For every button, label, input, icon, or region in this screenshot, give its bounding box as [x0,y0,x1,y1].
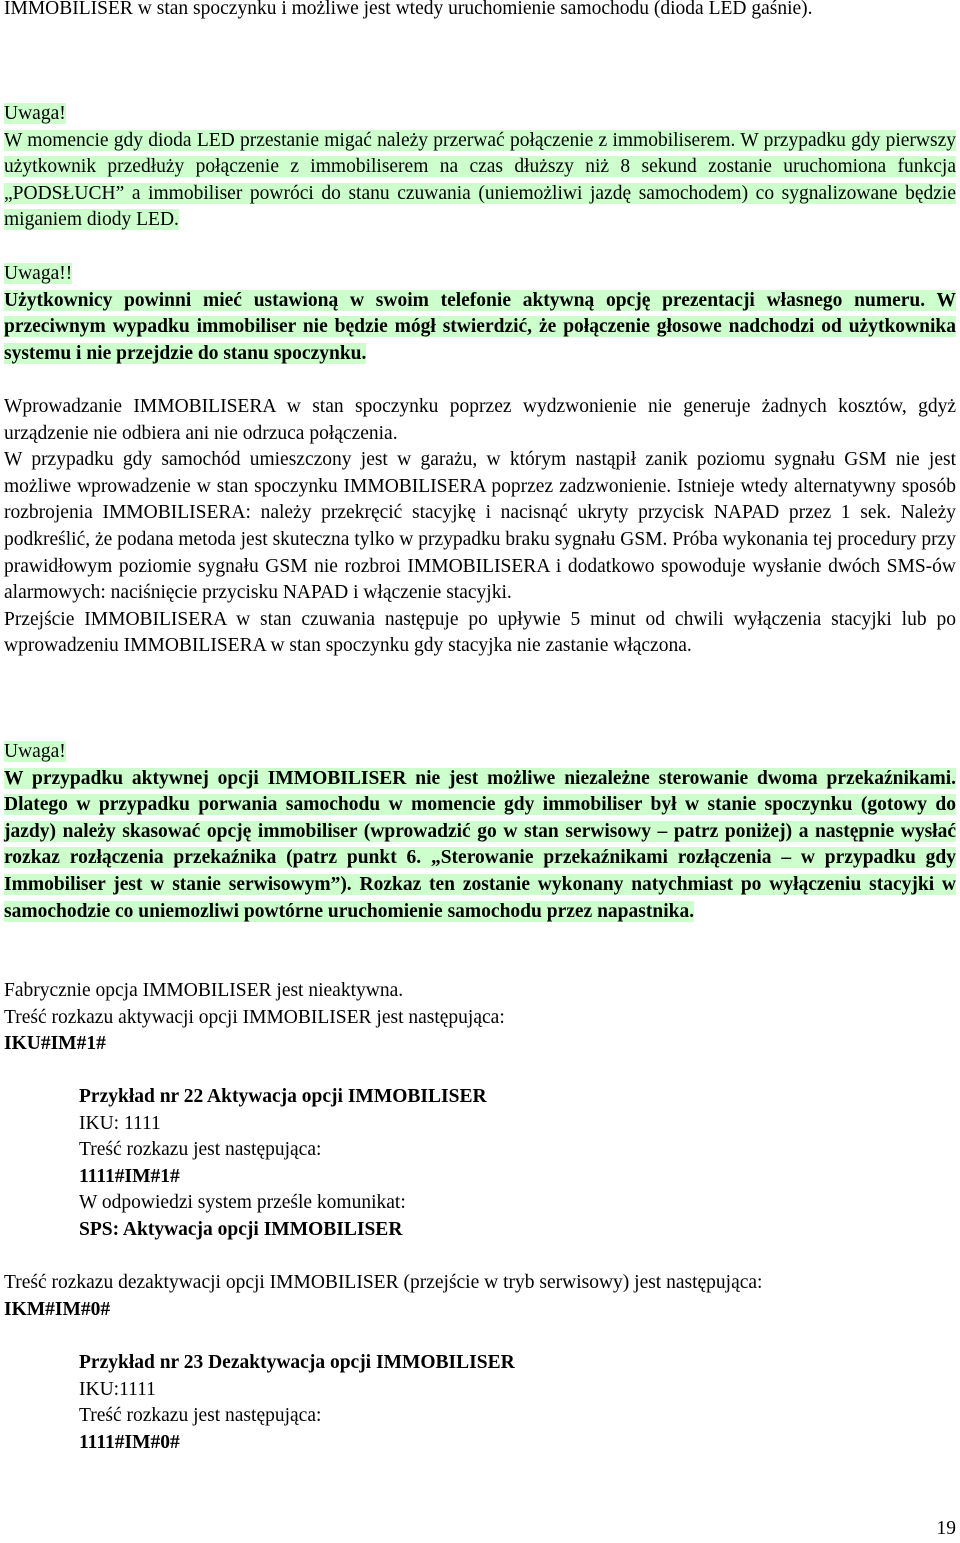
body-section [4,394,956,660]
body-paragraph-1: Wprowadzanie IMMOBILISERA w stan spoczynku poprzez wydzwonienie nie generuje żadnych kosztów, gdyż urządzenie nie odbiera ani nie odrzuca połączenia. [4,396,956,444]
example-23-title: Przykład nr 23 Dezaktywacja opcji IMMOBILISER [79,1352,515,1373]
warning-1-title: Uwaga! [4,103,66,124]
warning-2-title: Uwaga!! [4,263,73,284]
deactivation-command: IKM#IM#0# [4,1298,111,1320]
example-22 [79,1084,939,1244]
warning-box-3 [4,739,956,925]
example-22-iku: IKU: 1111 [79,1112,161,1134]
warning-3-title: Uwaga! [4,741,66,762]
intro-text: IMMOBILISER w stan spoczynku i możliwe jest wtedy uruchomienie samochodu (dioda LED gaśnie). [4,0,813,19]
example-22-reply-label: W odpowiedzi system prześle komunikat: [79,1192,406,1214]
page-number: 19 [936,1518,956,1539]
warning-box-1 [4,101,956,234]
warning-box-2 [4,261,956,367]
warning-2-text: Użytkownicy powinni mieć ustawioną w swoim telefonie aktywną opcję prezentacji własnego numeru. W przeciwnym wypadku immobiliser nie będzie mógł stwierdzić, że połączenie głosowe nadchodzi od użytkownika systemu i nie przejdzie do stanu spoczynku. [4,289,956,364]
example-22-command: 1111#IM#1# [79,1165,180,1187]
deactivation-line-1: Treść rozkazu dezaktywacji opcji IMMOBILISER (przejście w tryb serwisowy) jest następująca: [4,1272,763,1293]
body-paragraph-2: W przypadku gdy samochód umieszczony jest w garażu, w którym nastąpił zanik poziomu sygnału GSM nie jest możliwe wprowadzenie w stan spoczynku IMMOBILISERA poprzez zadzwonienie. Istnieje wtedy alternatywny sposób rozbrojenia IMMOBILISERA: należy przekręcić stacyjkę i nacisnąć ukryty przycisk NAPAD przez 1 sek. Należy podkreślić, że podana metoda jest skuteczna tylko w przypadku braku sygnału GSM. Próba wykonania tej procedury przy prawidłowym poziomie sygnału GSM nie rozbroi IMMOBILISERA i dodatkowo spowoduje wysłanie dwóch SMS-ów alarmowych: naciśnięcie przycisku NAPAD i włączenie stacyjki. [4,449,956,604]
intro-paragraph [4,0,956,23]
activation-line-2: Treść rozkazu aktywacji opcji IMMOBILISER jest następująca: [4,1006,505,1028]
activation-section [4,978,956,1058]
deactivation-section [4,1270,956,1323]
warning-1-text: W momencie gdy dioda LED przestanie migać należy przerwać połączenie z immobiliserem. W przypadku gdy pierwszy użytkownik przedłuży połączenie z immobiliserem na czas dłuższy niż 8 sekund zostanie uruchomiona funkcja „PODSŁUCH” a immobiliser powróci do stanu czuwania (uniemożliwi jazdę samochodem) co sygnalizowane będzie miganiem diody LED. [4,129,956,231]
example-23 [79,1350,939,1456]
activation-command: IKU#IM#1# [4,1033,106,1055]
example-23-command-label: Treść rozkazu jest następująca: [79,1405,322,1427]
example-22-reply: SPS: Aktywacja opcji IMMOBILISER [79,1218,403,1240]
activation-line-1: Fabrycznie opcja IMMOBILISER jest nieaktywna. [4,980,404,1001]
example-22-command-label: Treść rozkazu jest następująca: [79,1139,322,1161]
warning-3-text: W przypadku aktywnej opcji IMMOBILISER nie jest możliwe niezależne sterowanie dwoma przekaźnikami. Dlatego w przypadku porwania samochodu w momencie gdy immobiliser był w stanie spoczynku (gotowy do jazdy) należy skasować opcję immobiliser (wprowadzić go w stan serwisowy – patrz poniżej) a następnie wysłać rozkaz rozłączenia przekaźnika (patrz punkt 6. „Sterowanie przekaźnikami rozłączenia – w przypadku gdy Immobiliser jest w stanie serwisowym”). Rozkaz ten zostanie wykonany natychmiast po wyłączeniu stacyjki w samochodzie co uniemozliwi powtórne uruchomienie samochodu przez napastnika. [4,767,956,922]
body-paragraph-3: Przejście IMMOBILISERA w stan czuwania następuje po upływie 5 minut od chwili wyłączenia stacyjki lub po wprowadzeniu IMMOBILISERA w stan spoczynku gdy stacyjka nie zastanie włączona. [4,608,956,657]
example-22-title: Przykład nr 22 Aktywacja opcji IMMOBILISER [79,1086,487,1107]
example-23-command: 1111#IM#0# [79,1431,180,1453]
example-23-iku: IKU:1111 [79,1378,156,1400]
